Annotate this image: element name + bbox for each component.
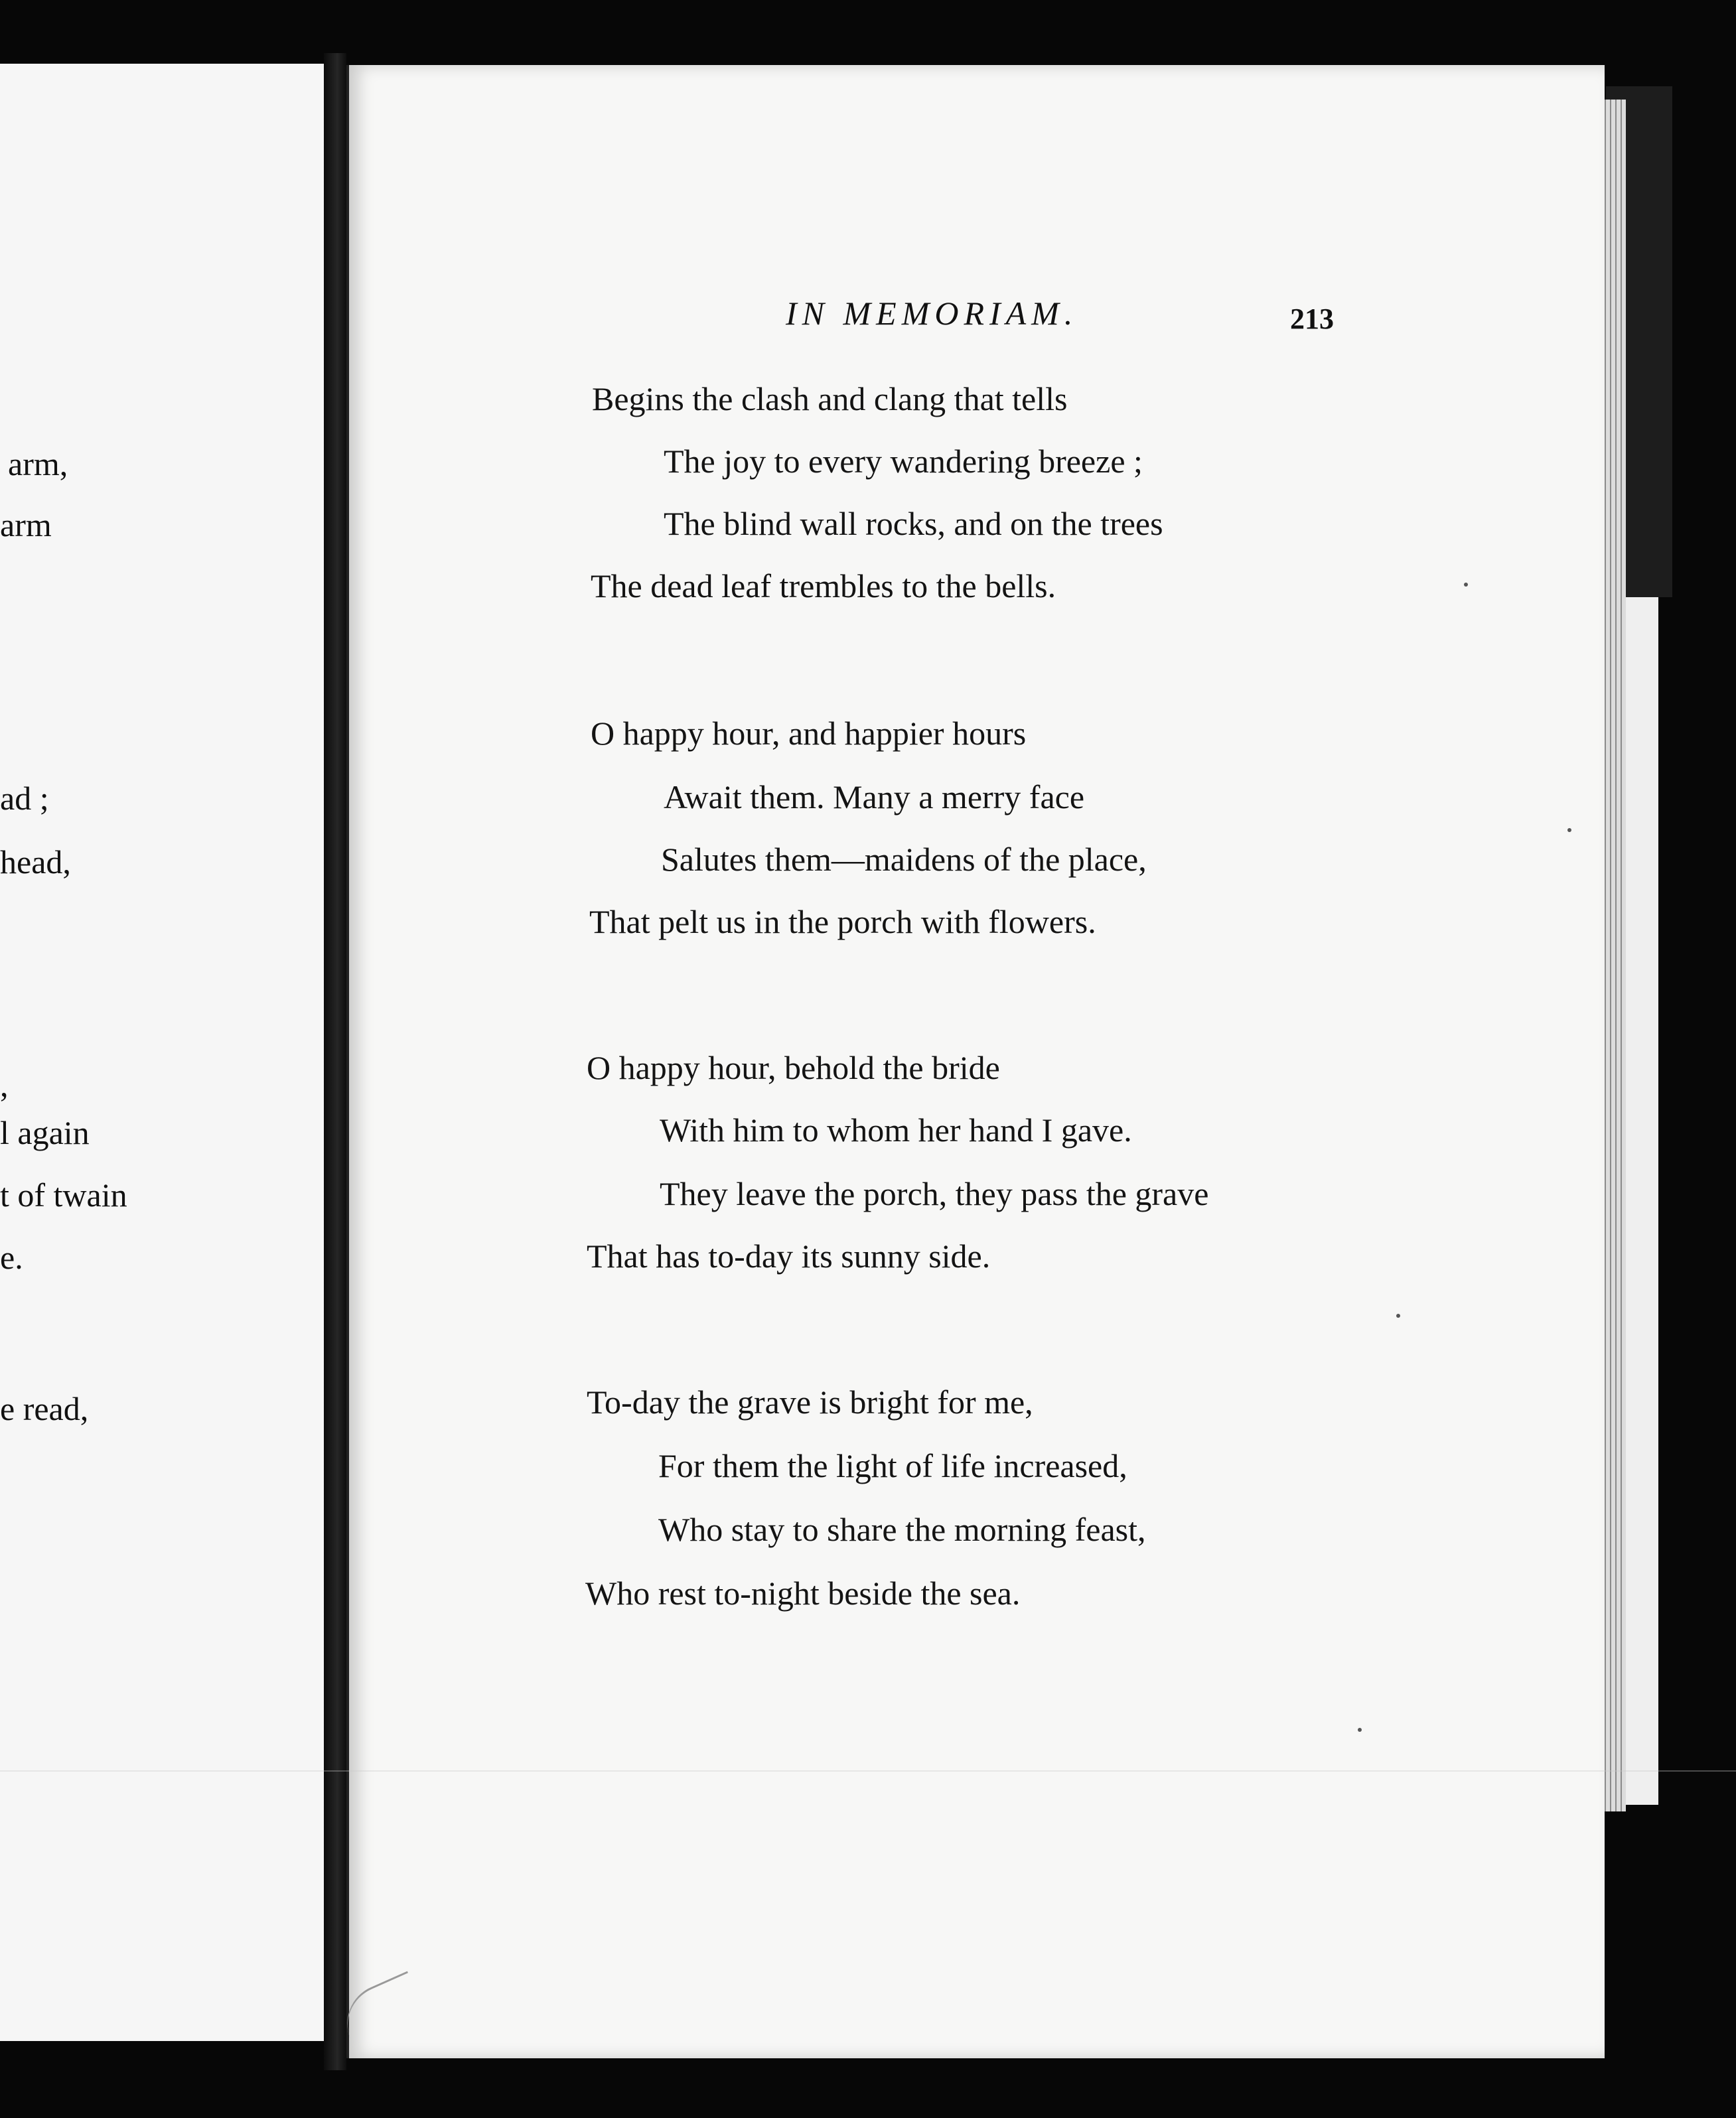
poem-line: O happy hour, and happier hours xyxy=(591,715,1027,752)
poem-line: O happy hour, behold the bride xyxy=(587,1049,1000,1086)
running-title: IN MEMORIAM. xyxy=(786,295,1078,332)
left-page-fragment: e. xyxy=(0,1239,23,1276)
scan-artifact-line xyxy=(0,1770,1736,1772)
poem-line: Await them. Many a merry face xyxy=(664,778,1085,815)
left-page-fragment: ad ; xyxy=(0,780,49,817)
page-number: 213 xyxy=(1290,303,1334,335)
poem-line: The dead leaf trembles to the bells. xyxy=(591,567,1056,604)
left-page-fragment: head, xyxy=(0,843,71,881)
left-page-fragment: t of twain xyxy=(0,1176,127,1214)
poem-line: To-day the grave is bright for me, xyxy=(587,1383,1033,1421)
paper-speck xyxy=(1358,1728,1362,1732)
right-page xyxy=(346,65,1605,2058)
poem-line: They leave the porch, they pass the grave xyxy=(660,1175,1209,1212)
left-page-fragment: arm xyxy=(0,506,52,543)
poem-line: Who stay to share the morning feast, xyxy=(658,1511,1146,1548)
left-page-fragment: arm, xyxy=(8,445,68,482)
poem-line: The joy to every wandering breeze ; xyxy=(664,443,1143,480)
left-page-fragment: l again xyxy=(0,1114,90,1151)
poem-line: With him to whom her hand I gave. xyxy=(660,1111,1132,1149)
poem-line: Salutes them—maidens of the place, xyxy=(661,841,1147,878)
left-page-fragment: , xyxy=(0,1066,9,1103)
left-page-fragment: e read, xyxy=(0,1390,89,1427)
poem xyxy=(349,65,1605,2058)
poem-line: The blind wall rocks, and on the trees xyxy=(664,505,1163,542)
poem-line: That pelt us in the porch with flowers. xyxy=(589,903,1096,940)
left-facing-page xyxy=(0,64,328,2041)
poem-line: That has to-day its sunny side. xyxy=(587,1237,991,1275)
paper-speck xyxy=(1396,1314,1400,1318)
poem-line: For them the light of life increased, xyxy=(658,1447,1127,1484)
book-gutter xyxy=(324,53,346,2070)
paper-speck xyxy=(1567,828,1571,832)
poem-line: Begins the clash and clang that tells xyxy=(592,380,1068,417)
poem-line: Who rest to-night beside the sea. xyxy=(585,1575,1021,1612)
paper-speck xyxy=(1464,583,1468,587)
